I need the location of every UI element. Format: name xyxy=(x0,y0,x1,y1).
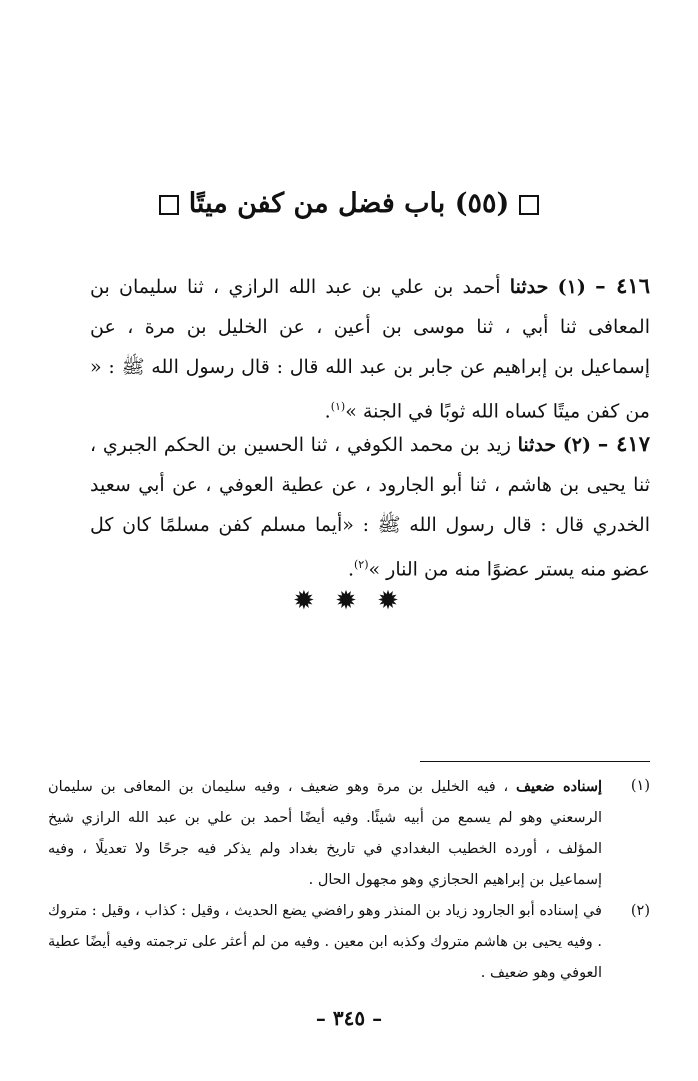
hadith-number: ٤١٦ – xyxy=(595,273,650,298)
chapter-title-text: (٥٥) باب فضل من كفن ميتًا xyxy=(188,188,510,219)
section-separator-stars-icon: ✹ ✹ ✹ xyxy=(293,586,405,616)
footnote-body: في إسناده أبو الجارود زياد بن المنذر وهو رافضي يضع الحديث ، وقيل : كذاب ، وقيل : متروك . وفيه يحيى بن هاشم متروك وكذبه ابن معين . وفيه من لم أعثر على ترجمته وفيه أيضًا عطية العوفي وهو ضعيف . xyxy=(48,903,602,981)
footnote-number: (٢) xyxy=(630,903,650,919)
page-number: – ٣٤٥ – xyxy=(315,1006,383,1030)
footnote-body: ، فيه الخليل بن مرة وهو ضعيف ، وفيه سليمان بن المعافى بن سليمان الرسعني وهو لم يسمع من أبيه شيئًا. وفيه أيضًا أحمد بن علي بن عبد الله الرازي شيخ المؤلف ، أورده الخطيب البغدادي في تاريخ بغداد ولم يذكر فيه جرحًا ولا تعديلًا ، وفيه إسماعيل بن إبراهيم الحجازي وهو مجهول الحال . xyxy=(48,779,602,888)
footnote-2 xyxy=(48,896,650,989)
haddathana-label: حدثنا xyxy=(517,434,557,456)
footnote-lead: إسناده ضعيف xyxy=(516,778,602,795)
footnote-divider xyxy=(420,761,650,762)
footnote-number: (١) xyxy=(630,778,650,794)
footnote-1 xyxy=(48,771,650,896)
hadith-end: . xyxy=(324,400,331,423)
square-ornament-icon xyxy=(159,195,179,215)
hadith-index: (١) xyxy=(557,276,586,298)
hadith-text: زيد بن محمد الكوفي ، ثنا الحسين بن الحكم الجبري ، ثنا يحيى بن هاشم ، ثنا أبو الجارود ، عن عطية العوفي ، عن أبي سعيد الخدري قال : قال رسول الله ﷺ : «أيما مسلم كفن مسلمًا كان كل عضو منه يستر عضوًا منه من النار » xyxy=(90,434,650,581)
chapter-title xyxy=(60,184,638,224)
square-ornament-icon xyxy=(519,195,539,215)
hadith-index: (٢) xyxy=(562,434,592,456)
footnote-ref: (١) xyxy=(330,400,346,413)
hadith-number: ٤١٧ – xyxy=(597,431,650,456)
footnote-ref: (٢) xyxy=(353,558,369,571)
hadith-416 xyxy=(90,266,650,431)
haddathana-label: حدثنا xyxy=(509,276,549,298)
hadith-end: . xyxy=(347,558,354,581)
hadith-text: أحمد بن علي بن عبد الله الرازي ، ثنا سليمان بن المعافى ثنا أبي ، ثنا موسى بن أعين ، عن الخليل بن مرة ، عن إسماعيل بن إبراهيم عن جابر بن عبد الله قال : قال رسول الله ﷺ : « من كفن ميتًا كساه الله ثوبًا في الجنة » xyxy=(90,276,650,423)
footnote-text xyxy=(48,896,602,989)
footnote-text xyxy=(48,771,602,896)
hadith-417 xyxy=(90,424,650,589)
